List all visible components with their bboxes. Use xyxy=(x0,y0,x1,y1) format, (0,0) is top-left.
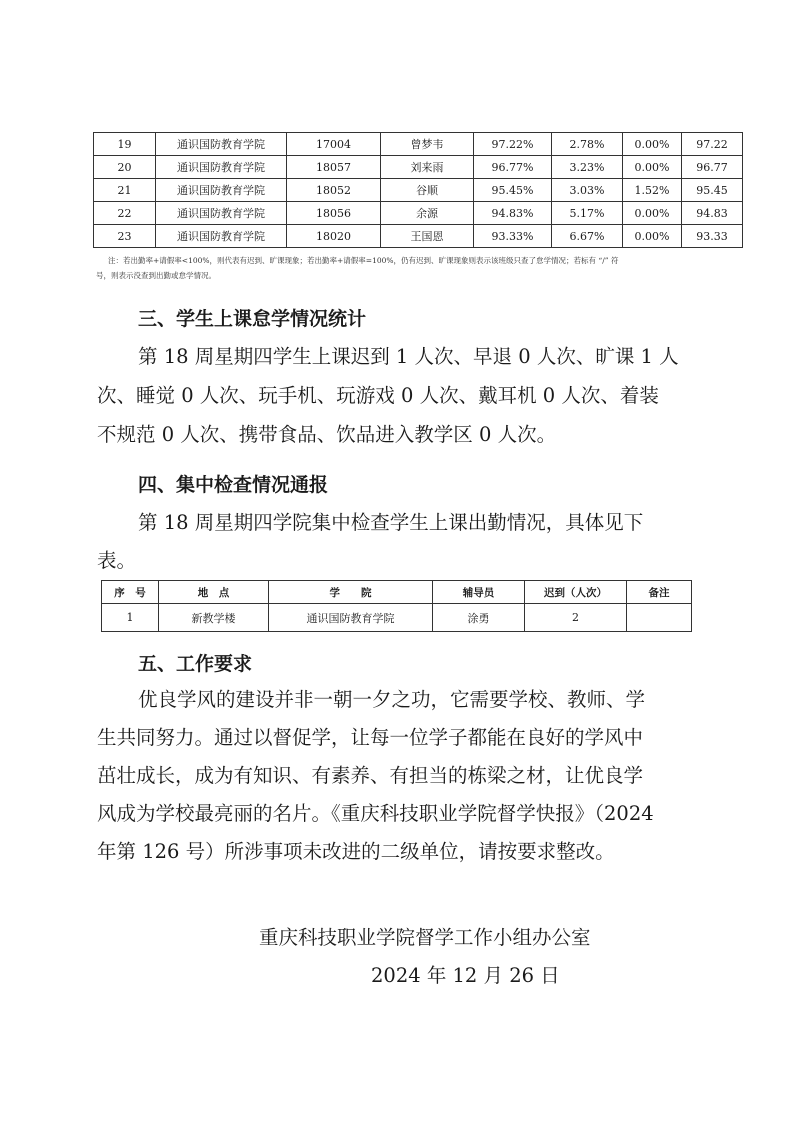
section-heading-5: 五、工作要求 xyxy=(138,653,253,675)
paragraph-line: 年第 126 号）所涉事项未改进的二级单位，请按要求整改。 xyxy=(97,840,615,863)
table-row: 1 新教学楼 通识国防教育学院 涂勇 2 xyxy=(102,604,692,632)
table-note-line-2: 号，则表示没查到出勤或怠学情况。 xyxy=(96,271,216,280)
table-row: 23 通识国防教育学院 18020 王国恩 93.33% 6.67% 0.00% 93.33 xyxy=(94,225,743,248)
table-row: 22 通识国防教育学院 18056 余源 94.83% 5.17% 0.00% 94.83 xyxy=(94,202,743,225)
table-row: 19 通识国防教育学院 17004 曾梦韦 97.22% 2.78% 0.00% 97.22 xyxy=(94,133,743,156)
paragraph-line: 生共同努力。通过以督促学，让每一位学子都能在良好的学风中 xyxy=(97,726,644,749)
paragraph-line: 表。 xyxy=(97,549,137,572)
paragraph-line: 茁壮成长，成为有知识、有素养、有担当的栋梁之材，让优良学 xyxy=(97,764,644,787)
paragraph-line: 第 18 周星期四学院集中检查学生上课出勤情况，具体见下 xyxy=(138,511,644,534)
paragraph-line: 第 18 周星期四学生上课迟到 1 人次、早退 0 人次、旷课 1 人 xyxy=(138,345,679,368)
signature-date: 2024 年 12 月 26 日 xyxy=(371,964,560,987)
paragraph-line: 次、睡觉 0 人次、玩手机、玩游戏 0 人次、戴耳机 0 人次、着装 xyxy=(97,384,659,407)
paragraph-line: 优良学风的建设并非一朝一夕之功，它需要学校、教师、学 xyxy=(138,688,646,711)
table-row: 20 通识国防教育学院 18057 刘来雨 96.77% 3.23% 0.00% 96.77 xyxy=(94,156,743,179)
section-heading-4: 四、集中检查情况通报 xyxy=(138,474,329,496)
table-row: 21 通识国防教育学院 18052 谷顺 95.45% 3.03% 1.52% 95.45 xyxy=(94,179,743,202)
section-heading-3: 三、学生上课怠学情况统计 xyxy=(138,308,367,330)
table-header-row: 序 号 地 点 学 院 辅导员 迟到（人次） 备注 xyxy=(102,581,692,604)
paragraph-line: 不规范 0 人次、携带食品、饮品进入教学区 0 人次。 xyxy=(97,423,557,446)
attendance-table xyxy=(93,132,743,248)
inspection-table xyxy=(101,580,692,632)
table-note-line-1: 注：若出勤率+请假率<100%，则代表有迟到、旷课现象；若出勤率+请假率=100%，仍有迟到、旷课现象则表示该班级只查了怠学情况；若标有 “/” 符 xyxy=(108,256,619,265)
paragraph-line: 风成为学校最亮丽的名片。《重庆科技职业学院督学快报》（2024 xyxy=(97,802,654,825)
signature-office: 重庆科技职业学院督学工作小组办公室 xyxy=(259,926,591,949)
